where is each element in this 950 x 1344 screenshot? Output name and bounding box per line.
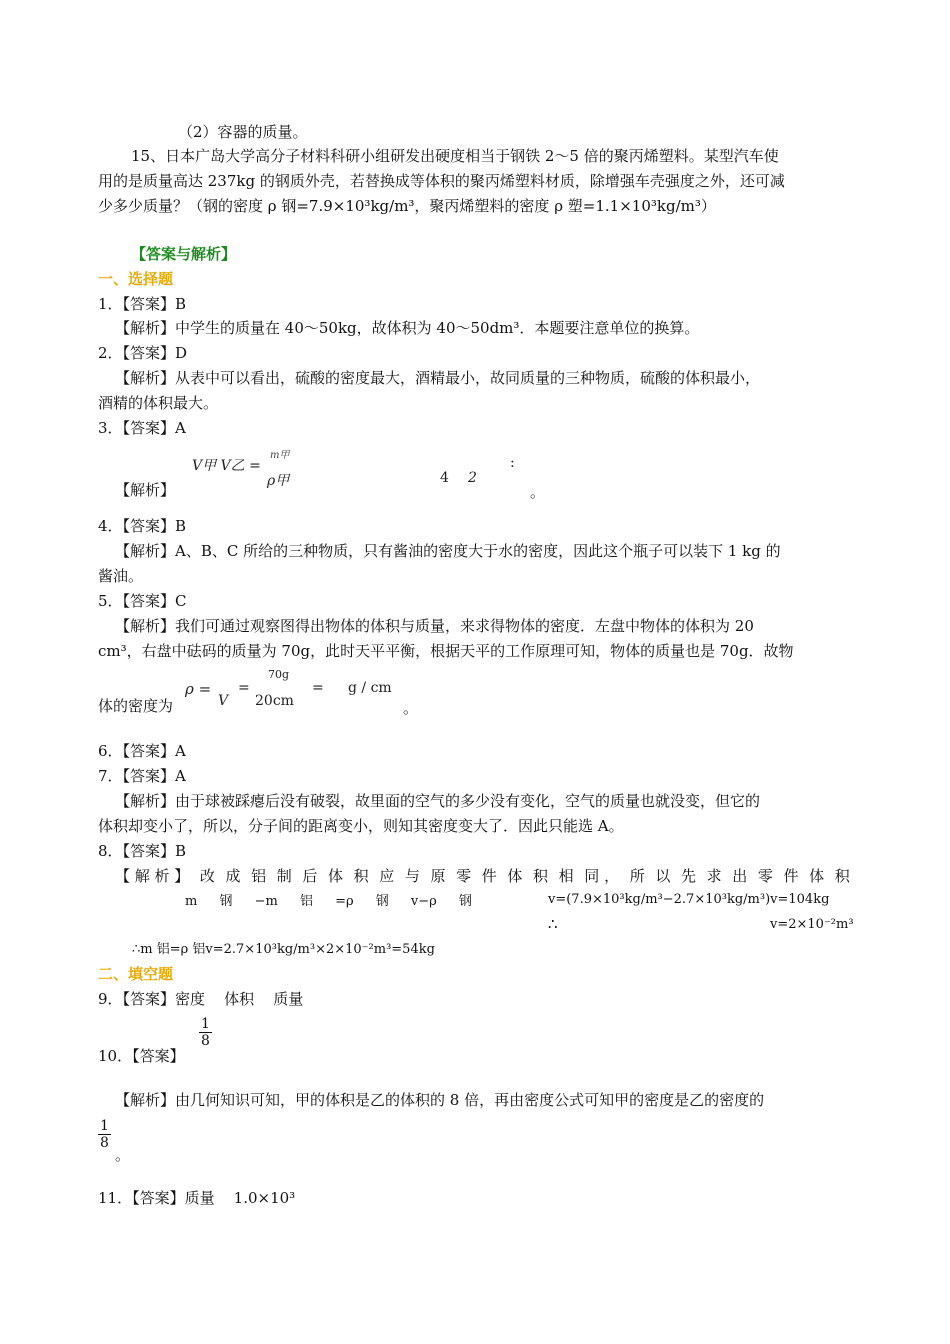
answer-2: 2．【答案】D — [98, 344, 188, 362]
section-choice-title: 一、选择题 — [98, 270, 174, 288]
formula-5-rho: ρ = — [185, 680, 212, 698]
q15-line1: 15、日本广岛大学高分子材料科研小组研发出硬度相当于钢铁 2～5 倍的聚丙烯塑料。某型汽车使 — [131, 147, 779, 165]
section-fill-title: 二、填空题 — [98, 965, 174, 983]
explanation-8-word: 原 — [430, 867, 446, 885]
explanation-4-line1: 【解析】A、B、C 所给的三种物质，只有酱油的密度大于水的密度，因此这个瓶子可以装下 1 kg 的 — [115, 542, 781, 560]
formula-8-b: v=(7.9×10³kg/m³−2.7×10³kg/m³)v=104kg — [548, 892, 830, 907]
explanation-8-word: 积 — [834, 867, 850, 885]
explanation-8-word: 相 — [558, 867, 574, 885]
answer-7: 7．【答案】A — [98, 767, 186, 785]
answer-10-numerator: 1 — [201, 1016, 210, 1032]
explanation-5-line1: 【解析】我们可通过观察图得出物体的体积与质量，来求得物体的密度．左盘中物体的体积为 20 — [115, 617, 754, 635]
answers-title: 【答案与解析】 — [131, 245, 237, 263]
explanation-8-word: 【 解 析 】 — [115, 867, 190, 885]
formula-3-part2: m甲 — [270, 450, 290, 461]
explanation-7-line1: 【解析】由于球被踩瘪后没有破裂，故里面的空气的多少没有变化，空气的质量也就没变，但它的 — [115, 792, 761, 810]
formula-5-eq2: = — [312, 680, 324, 696]
explanation-10-end: 。 — [115, 1146, 131, 1164]
explanation-8-word: 成 — [225, 867, 241, 885]
explanation-4-line2: 酱油。 — [98, 567, 144, 585]
explanation-8-word: 改 — [199, 867, 215, 885]
explanation-8-word: 后 — [302, 867, 318, 885]
explanation-8-word: 铝 — [251, 867, 267, 885]
explanation-5-line2: cm³，右盘中砝码的质量为 70g，此时天平平衡，根据天平的工作原理可知，物体的质量也是 70g．故物 — [98, 642, 794, 660]
explanation-1: 【解析】中学生的质量在 40～50kg，故体积为 40～50dm³．本题要注意单位的换算。 — [115, 319, 700, 337]
q14-part2: （2）容器的质量。 — [178, 123, 308, 141]
formula-3-part3: ρ甲 — [267, 473, 290, 489]
explanation-10-numerator: 1 — [100, 1118, 109, 1134]
explanation-8-word: 体 — [809, 867, 825, 885]
explanation-7-line2: 体积却变小了，所以，分子间的距离变小，则知其密度变大了．因此只能选 A。 — [98, 817, 624, 835]
formula-8-therefore: ∴ — [548, 915, 558, 933]
answer-1: 1．【答案】B — [98, 295, 187, 313]
q15-line2: 用的是质量高达 237kg 的钢质外壳，若替换成等体积的聚丙烯塑料材质，除增强车壳强度之外，还可减 — [98, 172, 785, 190]
formula-3-part4: 4 — [440, 470, 449, 486]
answer-6: 6．【答案】A — [98, 742, 186, 760]
answer-3: 3．【答案】A — [98, 419, 186, 437]
formula-5-den: 20cm — [255, 693, 294, 709]
formula-8-d: ∴m 铝=ρ 铝v=2.7×10³kg/m³×2×10⁻²m³=54kg — [132, 942, 435, 957]
explanation-8-word: 与 — [404, 867, 420, 885]
explanation-5-line3: 体的密度为 — [98, 697, 174, 715]
explanation-8-word: 积 — [533, 867, 549, 885]
answer-4: 4．【答案】B — [98, 517, 187, 535]
explanation-2-line1: 【解析】从表中可以看出，硫酸的密度最大，酒精最小，故同质量的三种物质，硫酸的体积最小， — [115, 369, 761, 387]
answer-10-fraction — [199, 1016, 212, 1049]
formula-5-eq: = — [238, 680, 250, 696]
formula-5-unit: g / cm — [348, 680, 392, 696]
explanation-8-word: 求 — [706, 867, 722, 885]
formula-8-a: m 钢 −m 铝 =ρ 钢 v−ρ 钢 — [185, 894, 472, 909]
explanation-8-word: 先 — [680, 867, 696, 885]
explanation-8-word: 应 — [379, 867, 395, 885]
explanation-8-word: 积 — [353, 867, 369, 885]
explanation-8-word: 出 — [732, 867, 748, 885]
explanation-8-word: 所 — [629, 867, 645, 885]
explanation-3-label: 【解析】 — [115, 481, 176, 499]
explanation-8-word: 零 — [456, 867, 472, 885]
answer-10-denominator: 8 — [201, 1033, 210, 1049]
formula-8-c: v=2×10⁻²m³ — [770, 917, 854, 932]
formula-5-v: V — [218, 693, 229, 709]
answer-10: 10．【答案】 — [98, 1047, 185, 1065]
q15-line3: 少多少质量？（钢的密度 ρ 钢=7.9×10³kg/m³，聚丙烯塑料的密度 ρ 塑=1.1×10³kg/m³） — [98, 197, 716, 215]
formula-3-part5: 2 — [468, 470, 477, 486]
explanation-8-line1 — [115, 866, 850, 886]
explanation-8-word: 件 — [481, 867, 497, 885]
explanation-5-end: 。 — [403, 699, 419, 717]
explanation-10-line1: 【解析】由几何知识可知，甲的体积是乙的体积的 8 倍，再由密度公式可知甲的密度是乙的密度的 — [115, 1091, 765, 1109]
explanation-8-word: 零 — [757, 867, 773, 885]
explanation-8-word: 件 — [783, 867, 799, 885]
explanation-8-word: 制 — [276, 867, 292, 885]
explanation-8-word: 体 — [507, 867, 523, 885]
explanation-3-end: 。 — [530, 483, 546, 501]
formula-3-part1: V甲 V乙 = — [192, 458, 261, 474]
answer-11: 11．【答案】质量 1.0×10³ — [98, 1189, 296, 1207]
explanation-8-word: 体 — [328, 867, 344, 885]
explanation-8-word: 同 ， — [584, 867, 620, 885]
answer-9: 9．【答案】密度 体积 质量 — [98, 990, 304, 1008]
formula-3-part6: : — [510, 455, 515, 471]
explanation-8-word: 以 — [655, 867, 671, 885]
explanation-10-fraction — [98, 1118, 111, 1151]
explanation-10-denominator: 8 — [100, 1135, 109, 1151]
answer-5: 5．【答案】C — [98, 592, 187, 610]
explanation-2-line2: 酒精的体积最大。 — [98, 394, 219, 412]
answer-8: 8．【答案】B — [98, 842, 187, 860]
formula-5-num: 70g — [268, 668, 290, 681]
